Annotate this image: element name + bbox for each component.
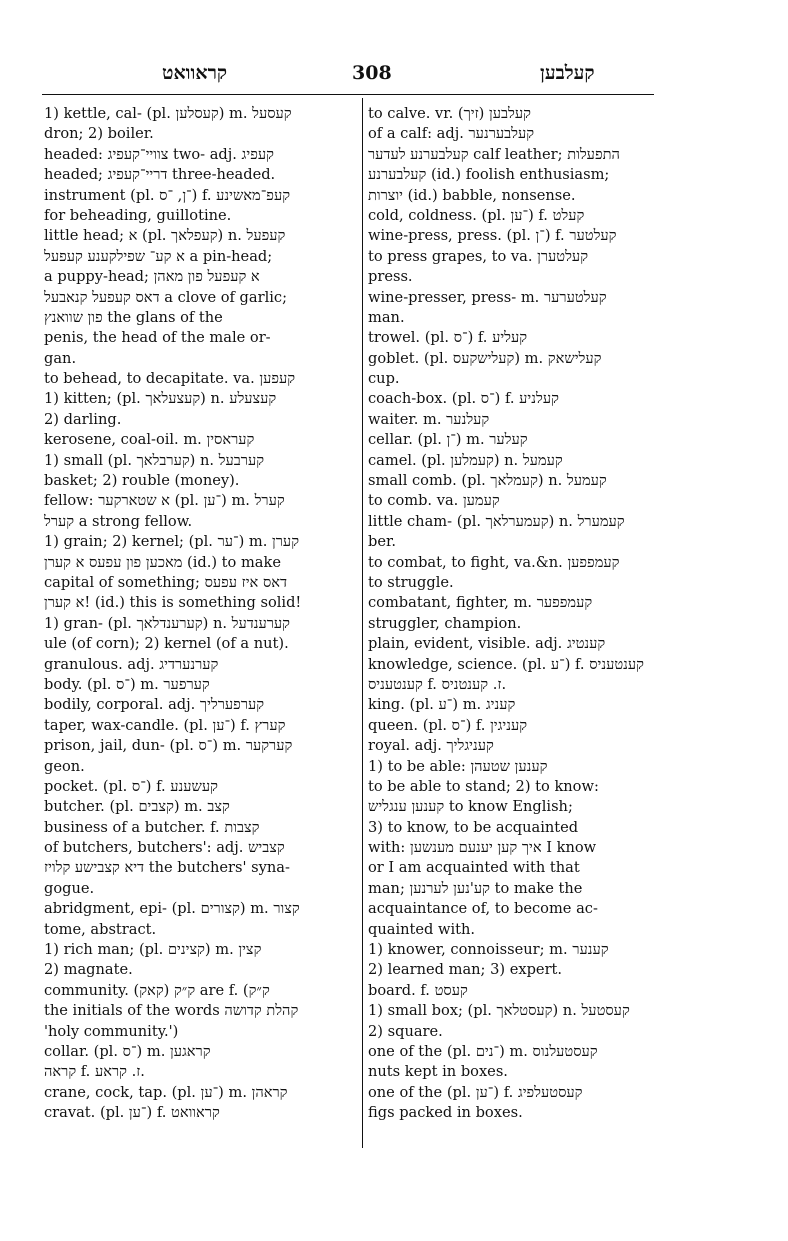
dictionary-line: gan. — [44, 349, 77, 367]
dictionary-line: small comb. (pl. קעמלאך) n. קעמעל — [368, 472, 607, 490]
dictionary-line: prison, jail, dun- (pl. ־ס) m. קערקער — [44, 737, 293, 755]
dictionary-line: to press grapes, to va. קעלטערן — [368, 247, 588, 265]
dictionary-line: 2) magnate. — [44, 961, 133, 979]
dictionary-line: knowledge, science. (pl. ־ע) f. קענטעניס — [368, 655, 644, 673]
dictionary-line: granulous. adj. קערנערדיג — [44, 655, 219, 673]
dictionary-line: collar. (pl. ־ס) m. קראגען — [44, 1042, 211, 1060]
dictionary-line: cellar. (pl. ־ן) m. קעלער — [368, 431, 528, 449]
dictionary-line: 1) kettle, cal- (pl. קעסלען) m. קעסעל — [44, 105, 292, 122]
header-right-guide-word: קעלבען — [540, 62, 595, 84]
dictionary-line: pocket. (pl. ־ס) f. קעשענע — [44, 777, 218, 795]
dictionary-line: one of the (pl. ־ען) f. קעסטעלפיג — [368, 1083, 583, 1101]
dictionary-line: to behead, to decapitate. va. קעפען — [44, 370, 296, 388]
dictionary-line: א קע־ שפילקענע קעפעל a pin-head; — [44, 247, 273, 265]
dictionary-line: 2) square. — [368, 1022, 443, 1040]
dictionary-line: royal. adj. קעניגליך — [368, 737, 494, 755]
dictionary-line: coach-box. (pl. ־ס) f. קעלניע — [368, 390, 559, 408]
dictionary-line: מאכען פון עפעס א קערן (id.) to make — [44, 553, 281, 571]
dictionary-line: 1) rich man; (pl. קצינים) m. קצין — [44, 941, 262, 959]
dictionary-line: קענטעניס f. ז. קענטניס. — [368, 675, 507, 693]
dictionary-line: man. — [368, 308, 405, 326]
dictionary-line: 1) knower, connoisseur; m. קענער — [368, 941, 609, 959]
dictionary-line: with: איך קען יענעם מענשען I know — [368, 839, 597, 857]
dictionary-line: camel. (pl. קעמלען) n. קעמעל — [368, 451, 563, 469]
dictionary-line: קעלבערנע לעדער calf leather; התפעלות — [368, 145, 620, 163]
dictionary-line: tome, abstract. — [44, 920, 157, 938]
dictionary-line: ule (of corn); 2) kernel (of a nut). — [44, 635, 289, 653]
dictionary-line: taper, wax-candle. (pl. ־ען) f. קערץ — [44, 716, 286, 734]
dictionary-line: geon. — [44, 757, 85, 775]
dictionary-line: of butchers, butchers': adj. קצביש — [44, 839, 285, 857]
left-column — [44, 104, 352, 1124]
dictionary-line: figs packed in boxes. — [368, 1104, 523, 1122]
page-header — [42, 62, 658, 88]
dictionary-line: abridgment, epi- (pl. קצורים) m. קצור — [44, 900, 300, 918]
header-left-guide-word: קראוואט — [162, 62, 228, 84]
dictionary-line: waiter. m. קעלנער — [368, 410, 490, 428]
dictionary-line: penis, the head of the male or- — [44, 329, 271, 347]
dictionary-line: dron; 2) boiler. — [44, 125, 154, 143]
column-divider — [362, 98, 363, 1148]
dictionary-line: to struggle. — [368, 573, 454, 591]
dictionary-line: bodily, corporal. adj. קערפערליך — [44, 696, 265, 714]
dictionary-line: basket; 2) rouble (money). — [44, 472, 240, 490]
dictionary-line: man; קע'נען לערנען to make the — [368, 879, 583, 897]
dictionary-line: 2) darling. — [44, 410, 122, 428]
dictionary-line: קעלבערנע (id.) foolish enthusiasm; — [368, 166, 610, 184]
dictionary-line: board. f. קעסט — [368, 981, 468, 999]
dictionary-line: פון שוואנץ the glans of the — [44, 308, 223, 326]
dictionary-line: דאס קעפעל קנאבעל a clove of garlic; — [44, 288, 287, 306]
dictionary-line: instrument (pl. ־ן, ־ס) f. קעפ־מאשינע — [44, 186, 291, 204]
dictionary-line: one of the (pl. ־נים) m. קעסטעלנוס — [368, 1042, 598, 1060]
dictionary-line: press. — [368, 268, 413, 286]
dictionary-line: to be able to stand; 2) to know: — [368, 777, 599, 795]
dictionary-line: א קערן! (id.) this is something solid! — [44, 594, 302, 612]
dictionary-line: קענען ענגליש to know English; — [368, 798, 573, 816]
dictionary-line: acquaintance of, to become ac- — [368, 900, 598, 918]
dictionary-line: cravat. (pl. ־ען) f. קראוואט — [44, 1104, 220, 1122]
right-column — [368, 104, 648, 1124]
dictionary-line: headed; דריי־קעפיג three-headed. — [44, 166, 276, 184]
dictionary-line: to combat, to fight, va.&n. קעמפפען — [368, 553, 620, 571]
dictionary-line: plain, evident, visible. adj. קענטיג — [368, 635, 606, 653]
dictionary-line: דיא קצבישע קלויז the butchers' syna- — [44, 859, 290, 877]
dictionary-line: little head; א (pl. קעפלאך) n. קעפעל — [44, 227, 286, 245]
dictionary-line: gogue. — [44, 879, 95, 897]
dictionary-line: business of a butcher. f. קצבות — [44, 818, 260, 836]
dictionary-line: 1) kitten; (pl. קעצעלאך) n. קעצעלע — [44, 390, 277, 408]
dictionary-line: goblet. (pl. קעלישקעס) m. קעלישאק — [368, 349, 602, 367]
dictionary-line: 1) small (pl. קערבלאך) n. קערבעל — [44, 451, 265, 469]
dictionary-line: struggler, champion. — [368, 614, 522, 632]
dictionary-line: 1) small box; (pl. קעסטלאך) n. קעסטעל — [368, 1002, 630, 1020]
dictionary-line: 3) to know, to be acquainted — [368, 818, 579, 836]
dictionary-line: quainted with. — [368, 920, 476, 938]
dictionary-line: יוצרות (id.) babble, nonsense. — [368, 186, 576, 204]
dictionary-line: a puppy-head; א קעפעל פון מאהן — [44, 268, 260, 286]
dictionary-line: the initials of the words קהלת קדושה — [44, 1002, 299, 1020]
dictionary-line: of a calf: adj. קעלבערנער — [368, 125, 535, 143]
dictionary-line: wine-press, press. (pl. ־ן) f. קעלטער — [368, 227, 617, 245]
dictionary-line: queen. (pl. ־ס) f. קעניגין — [368, 716, 528, 734]
dictionary-line: to calve. vr. (זיך) קעלבען — [368, 105, 531, 122]
dictionary-line: kerosene, coal-oil. m. קעראסין — [44, 431, 255, 449]
dictionary-line: 2) learned man; 3) expert. — [368, 961, 563, 979]
dictionary-line: nuts kept in boxes. — [368, 1063, 508, 1081]
dictionary-line: headed: צוויי־קעפיג two- adj. קעפיג — [44, 145, 274, 163]
dictionary-line: combatant, fighter, m. קעמפפער — [368, 594, 593, 612]
dictionary-line: community. (קאק) ק״ק are f. (ק״ק — [44, 981, 270, 999]
dictionary-line: 'holy community.') — [44, 1022, 179, 1040]
dictionary-line: ber. — [368, 533, 396, 551]
dictionary-line: קראה f. ז. קראע. — [44, 1063, 145, 1081]
header-rule — [42, 94, 654, 95]
dictionary-line: body. (pl. ־ס) m. קערפער — [44, 675, 210, 693]
dictionary-line: קערל a strong fellow. — [44, 512, 193, 530]
dictionary-line: to comb. va. קעמען — [368, 492, 500, 510]
dictionary-line: king. (pl. ־ע) m. קעניג — [368, 696, 516, 714]
dictionary-line: butcher. (pl. קצבים) m. קצב — [44, 798, 230, 816]
dictionary-line: trowel. (pl. ־ס) f. קעליע — [368, 329, 528, 347]
dictionary-line: 1) gran- (pl. קערענדלאך) n. קערענדעל — [44, 614, 290, 632]
dictionary-line: for beheading, guillotine. — [44, 206, 232, 224]
dictionary-line: wine-presser, press- m. קעלטערער — [368, 288, 607, 306]
dictionary-line: 1) grain; 2) kernel; (pl. ־ער) m. קערן — [44, 533, 300, 551]
page-number: 308 — [352, 62, 392, 84]
dictionary-line: crane, cock, tap. (pl. ־ען) m. קראהן — [44, 1083, 288, 1101]
dictionary-line: cold, coldness. (pl. ־ען) f. קעלט — [368, 206, 585, 224]
dictionary-line: capital of something; דאס איז עפעס — [44, 573, 288, 591]
dictionary-line: cup. — [368, 370, 400, 388]
dictionary-line: 1) to be able: קענען שטעהן — [368, 757, 548, 775]
dictionary-line: or I am acquainted with that — [368, 859, 580, 877]
dictionary-line: fellow: א שטארקער (pl. ־ען) m. קערל — [44, 492, 285, 510]
dictionary-line: little cham- (pl. קעמערלאך) n. קעמערל — [368, 512, 625, 530]
